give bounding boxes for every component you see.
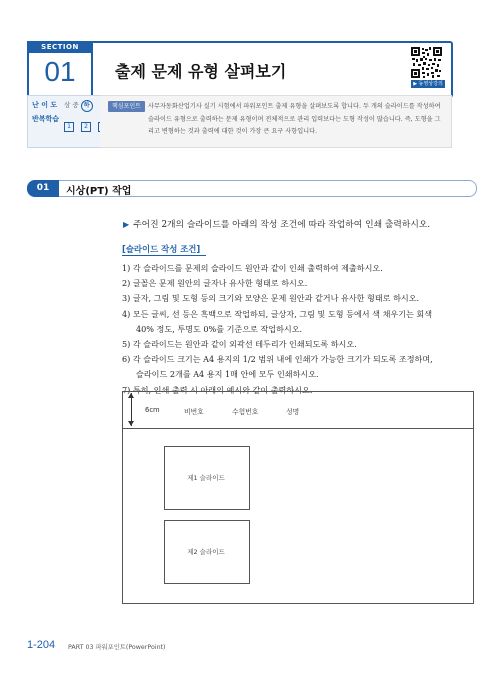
header-label-exam-number: 수험번호 — [232, 408, 259, 416]
qr-code-icon[interactable] — [411, 47, 442, 78]
condition-item: 3) 글자, 그림 및 도형 등의 크기와 모양은 문제 원안과 같거나 유사한 형태로 하시오. — [122, 293, 420, 304]
conditions-list — [122, 261, 474, 398]
figure-header-divider — [122, 428, 473, 429]
condition-item: 2) 글꼴은 문제 원안의 글자나 유사한 형태로 하시오. — [122, 278, 308, 289]
qr-caption[interactable]: ▶ 동영상강의 — [411, 80, 445, 88]
subsection-title: 시상(PT) 작업 — [66, 186, 132, 197]
difficulty-mark: 하 — [81, 100, 93, 112]
difficulty-label: 난 이 도 — [32, 101, 58, 109]
core-point-tag: 핵심포인트 — [108, 101, 145, 112]
condition-item: 1) 각 슬라이드를 문제의 슬라이드 원안과 같이 인쇄 출력하여 제출하시오. — [122, 263, 383, 273]
arrow-up-icon — [128, 393, 134, 398]
subsection-number: 01 — [27, 180, 59, 197]
repeat-label: 반복학습 — [32, 115, 60, 123]
arrow-down-icon — [128, 421, 134, 426]
condition-item: 5) 각 슬라이드는 원안과 같이 외곽선 테두리가 인쇄되도록 하시오. — [122, 339, 357, 350]
condition-item: 6) 각 슬라이드 크기는 A4 용지의 1/2 범위 내에 인쇄가 가능한 크기가 되도록 조정하며, 슬라이드 2개를 A4 용지 1매 안에 모두 인쇄하시오. — [122, 354, 433, 380]
part-title: PART 03 파워포인트(PowerPoint) — [68, 644, 166, 651]
triangle-bullet-icon: ▶ — [123, 220, 130, 229]
section-label: SECTION — [27, 41, 93, 53]
page-number: 1-204 — [27, 639, 56, 651]
height-label: 6cm — [145, 406, 160, 414]
condition-item: 7) 특히, 인쇄 출력 시 아래의 예시와 같이 출력하시오. — [122, 384, 313, 395]
instruction-text: 주어진 2개의 슬라이드를 아래의 작성 조건에 따라 작업하여 인쇄 출력하시오. — [133, 220, 431, 230]
instruction — [123, 217, 430, 230]
conditions-title: [슬라이드 작성 조건] — [122, 244, 201, 254]
header-label-number: 비번호 — [184, 408, 204, 416]
condition-item: 4) 모든 글씨, 선 등은 흑백으로 작업하되, 글상자, 그림 및 도형 등에서 색 채우기는 회색 40% 정도, 투명도 0%를 기준으로 작업하시오. — [122, 308, 433, 334]
repeat-box-1[interactable]: 1 — [64, 122, 74, 132]
header-label-name: 성명 — [286, 408, 300, 416]
repeat-box-2[interactable]: 2 — [81, 122, 91, 132]
slide-2-label: 제2 슬라이드 — [187, 548, 225, 556]
core-point-text: 사무자동화산업기사 실기 시험에서 파워포인트 출제 유형을 살펴보도록 합니다. 두 개의 슬라이드를 작성하여 슬라이드 유형으로 출력하는 문제 유형이며 전체적으로 관리 입력보다는 도형 작성이 많습니다. 즉, 도형을 그리고 변형하는 것과 출력에 대한 것이 가장 큰 요구 사항입니다. — [148, 103, 441, 135]
difficulty-value: 상 중 하 — [64, 100, 93, 112]
section-title: 출제 문제 유형 살펴보기 — [115, 62, 287, 81]
slide-1-label: 제1 슬라이드 — [187, 474, 225, 482]
conditions-title-underline — [122, 255, 206, 256]
section-number: 01 — [44, 56, 76, 87]
